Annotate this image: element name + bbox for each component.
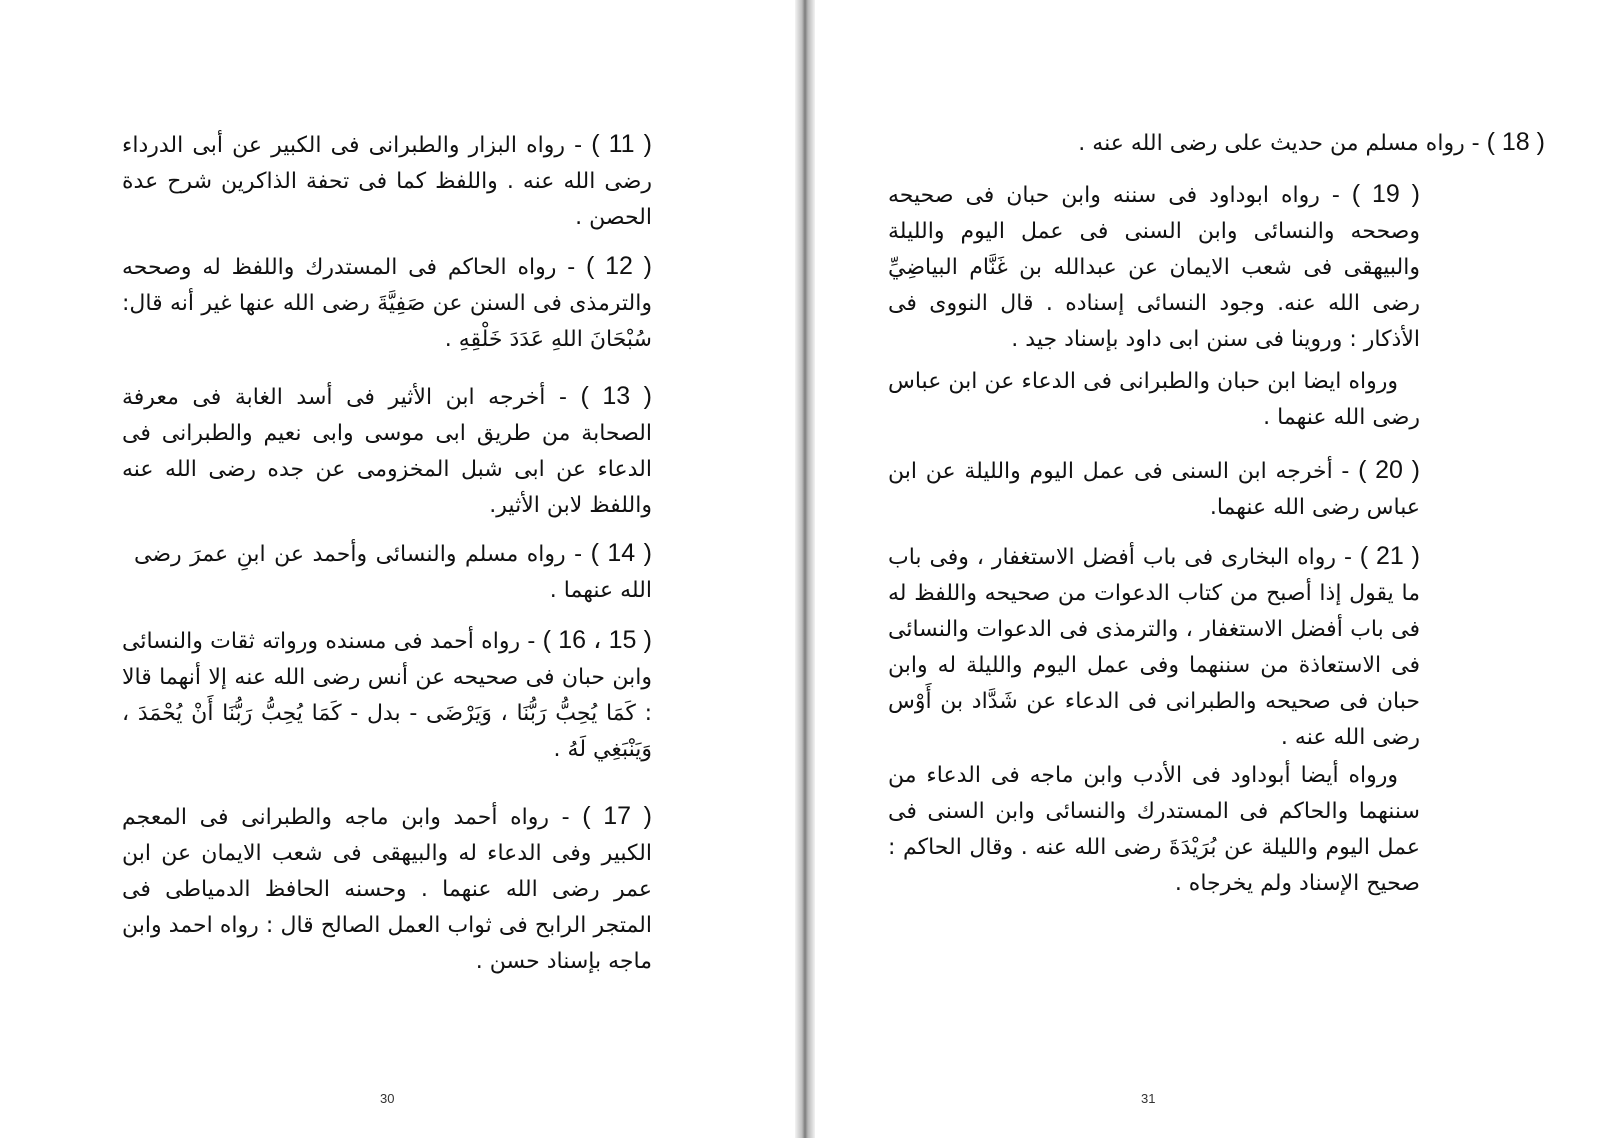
note-number: ( 18 )	[1486, 128, 1545, 156]
book-gutter	[795, 0, 815, 1138]
note-text: - رواه الحاكم فى المستدرك واللفظ له وصححه والترمذى فى السنن عن صَفِيَّةَ رضى الله عنها غير أنه قال: سُبْحَانَ اللهِ عَدَدَ خَلْقِهِ .	[122, 255, 652, 352]
note-number: ( 19 )	[1351, 180, 1420, 208]
note-number: ( 20 )	[1358, 456, 1420, 484]
note-text: - أخرجه ابن الأثير فى أسد الغابة فى معرفة الصحابة من طريق ابى موسى وابى نعيم والطبرانى فى الدعاء عن ابى شبل المخزومى عن جده رضى الله عنه واللفظ لابن الأثير.	[122, 385, 652, 518]
note-number: ( 13 )	[580, 382, 652, 410]
note-number: ( 14 )	[590, 539, 652, 567]
note-17	[122, 798, 652, 980]
note-text: - رواه أحمد وابن ماجه والطبرانى فى المعجم الكبير وفى الدعاء له والبيهقى فى شعب الايمان عن ابن عمر رضى الله عنهما . وحسنه الحافظ الدمياطى فى المتجر الرابح فى ثواب العمل الصالح قال : رواه احمد وابن ماجه بإسناد حسن .	[122, 805, 652, 974]
note-number: ( 21 )	[1359, 542, 1420, 570]
note-20	[888, 452, 1420, 526]
note-21	[888, 538, 1420, 756]
note-text: - أخرجه ابن السنى فى عمل اليوم والليلة عن ابن عباس رضى الله عنهما.	[888, 459, 1420, 520]
note-number: ( 12 )	[585, 252, 652, 280]
right-page	[815, 0, 1600, 1138]
page-number: 30	[380, 1091, 395, 1106]
page-number: 31	[1141, 1091, 1156, 1106]
note-14	[134, 535, 652, 609]
note-number: ( 11 )	[591, 130, 652, 158]
note-text: - رواه البزار والطبرانى فى الكبير عن أبى الدرداء رضى الله عنه . واللفظ كما فى تحفة الذاكرين شرح عدة الحصن .	[122, 133, 652, 230]
note-19	[888, 176, 1420, 358]
note-11	[122, 126, 652, 236]
note-12	[122, 248, 652, 358]
note-18	[940, 124, 1545, 162]
note-text: ورواه ايضا ابن حبان والطبرانى فى الدعاء عن ابن عباس رضى الله عنهما .	[888, 369, 1420, 430]
note-13	[122, 378, 652, 524]
note-text: - رواه مسلم والنسائى وأحمد عن ابنِ عمرَ رضى الله عنهما .	[134, 542, 652, 603]
note-19-addendum	[888, 364, 1420, 436]
note-number: ( 17 )	[582, 802, 652, 830]
note-text: - رواه البخارى فى باب أفضل الاستغفار ، وفى باب ما يقول إذا أصبح من كتاب الدعوات من صحيحه واللفظ له فى باب أفضل الاستغفار ، والترمذى فى الدعوات والنسائى فى الاستعاذة من سننهما وفى عمل اليوم والليلة له وابن حبان فى صحيحه والطبرانى فى الدعاء عن شَدَّاد بن أَوْس رضى الله عنه .	[888, 545, 1420, 750]
note-number: ( 15 ، 16 )	[542, 626, 652, 654]
note-15-16	[122, 622, 652, 768]
note-text: - رواه ابوداود فى سننه وابن حبان فى صحيحه وصححه والنسائى وابن السنى فى عمل اليوم والليلة والبيهقى فى شعب الايمان عن عبدالله بن غَنَّام البياضِيِّ رضى الله عنه. وجود النسائى إسناده . قال النووى فى الأذكار : وروينا فى سنن ابى داود بإسناد جيد .	[888, 183, 1420, 352]
note-21-addendum	[888, 758, 1420, 902]
note-text: ورواه أيضا أبوداود فى الأدب وابن ماجه فى الدعاء من سننهما والحاكم فى المستدرك والنسائى وابن السنى فى عمل اليوم والليلة عن بُرَيْدَةَ رضى الله عنه . وقال الحاكم : صحيح الإسناد ولم يخرجاه .	[888, 763, 1420, 896]
note-text: - رواه أحمد فى مسنده ورواته ثقات والنسائى وابن حبان فى صحيحه عن أنس رضى الله عنه إلا أنهما قالا : كَمَا يُحِبُّ رَبُّنَا ، وَيَرْضَى - بدل - كَمَا يُحِبُّ رَبُّنَا أَنْ يُحْمَدَ ، وَيَنْبَغِي لَهُ .	[122, 629, 652, 762]
note-text: - رواه مسلم من حديث على رضى الله عنه .	[1078, 131, 1487, 156]
left-page	[0, 0, 795, 1138]
